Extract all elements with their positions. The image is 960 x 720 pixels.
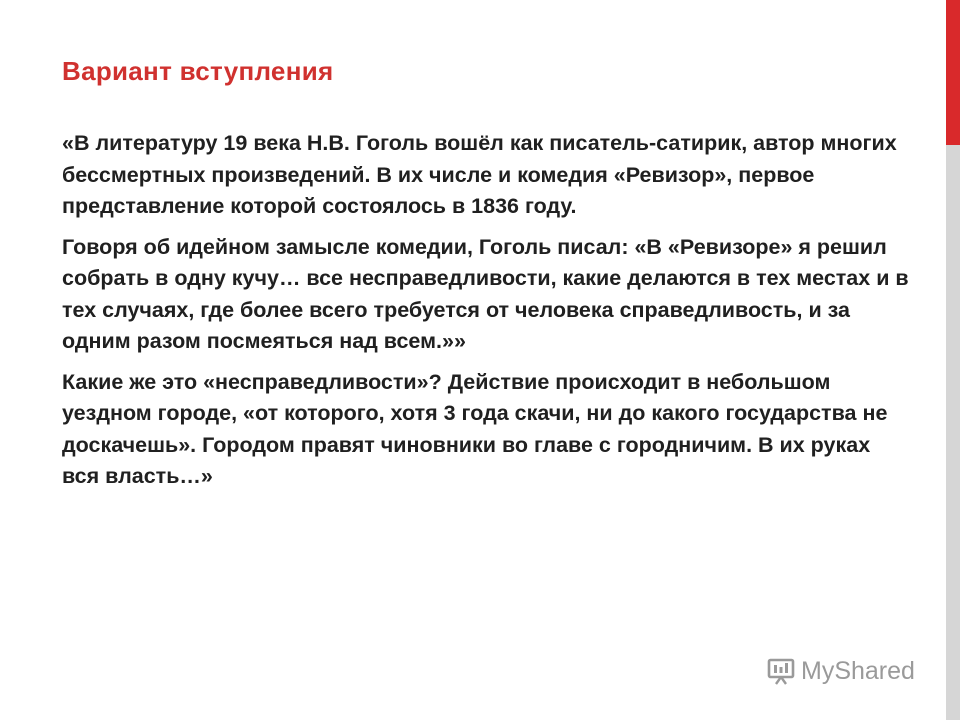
paragraph-1: «В литературу 19 века Н.В. Гоголь вошёл как писатель-сатирик, автор многих бессмертных произведений. В их числе и комедия «Ревизор», первое представление которой состоялось в 1836 году.: [62, 131, 897, 218]
slide-body: [62, 128, 912, 502]
watermark-text: MyShared: [801, 656, 915, 685]
projector-screen-icon: [766, 656, 796, 686]
accent-bar-red: [946, 0, 960, 145]
watermark: [766, 656, 915, 686]
slide-title: Вариант вступления: [62, 56, 334, 86]
paragraph-3: Какие же это «несправедливости»? Действие происходит в небольшом уездном городе, «от которого, хотя 3 года скачи, ни до какого государства не доскачешь». Городом правят чиновники во главе с городничим. В их руках вся власть…»: [62, 369, 888, 488]
paragraph-2: Говоря об идейном замысле комедии, Гоголь писал: «В «Ревизоре» я решил собрать в одну кучу… все несправедливости, какие делаются в тех местах и в тех случаях, где более всего требуется от человека справедливость, и за одним разом посмеяться над всем.»»: [62, 234, 909, 353]
accent-bar-gray: [946, 145, 960, 720]
